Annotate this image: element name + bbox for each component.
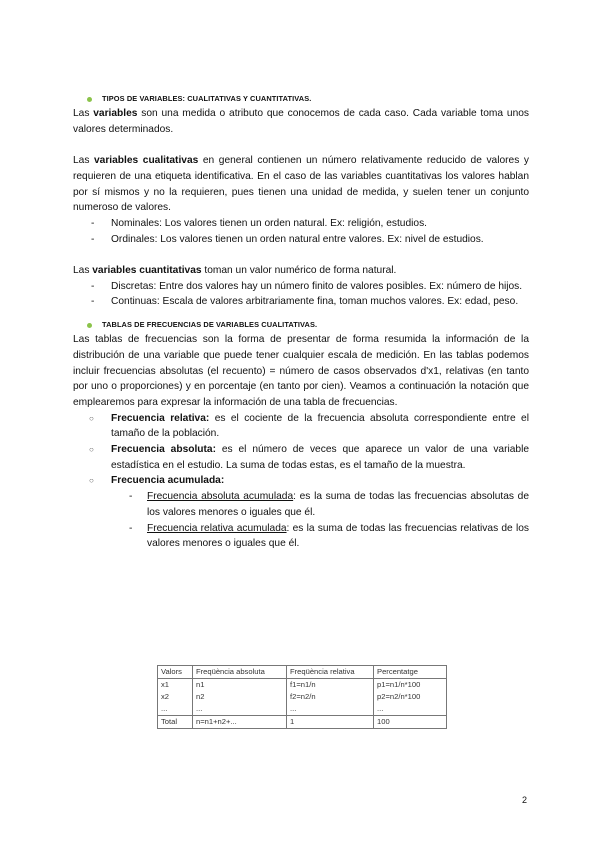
table-cell: n=n1+n2+...	[193, 716, 287, 729]
table-header-cell: Percentatge	[374, 666, 447, 679]
list-item: - Nominales: Los valores tienen un orden natural. Ex: religión, estudios.	[111, 216, 529, 232]
table-row	[158, 691, 447, 703]
section-heading-tablas: TABLAS DE FRECUENCIAS DE VARIABLES CUALITATIVAS.	[73, 318, 529, 332]
table-header-row	[158, 666, 447, 679]
table-cell: x2	[158, 691, 193, 703]
table-row	[158, 679, 447, 692]
table-cell: 100	[374, 716, 447, 729]
circle-bullet-icon: ○	[89, 413, 94, 423]
table-cell: ...	[158, 703, 193, 716]
circle-bullet-icon: ○	[89, 476, 94, 486]
table-total-row	[158, 716, 447, 729]
paragraph-cualitativas: Las variables cualitativas en general contienen un número relativamente reducido de valores y requieren de una etiqueta identificativa. En el caso de las variables cuantitativas los valores hablan por sí mismos y no la requieren, pues tienen una unidad de medida, y suelen tener un conjunto numeroso de valores.	[73, 155, 529, 214]
list-cualitativas	[73, 216, 529, 247]
list-item: - Ordinales: Los valores tienen un orden natural entre valores. Ex: nivel de estudios.	[111, 232, 529, 248]
table-cell: n2	[193, 691, 287, 703]
table-cell: Total	[158, 716, 193, 729]
frequency-table	[157, 665, 447, 729]
table-cell: f1=n1/n	[287, 679, 374, 692]
paragraph-cuantitativas: Las variables cuantitativas toman un valor numérico de forma natural.	[73, 265, 397, 276]
list-frecuencias	[73, 411, 529, 552]
table-header-cell: Valors	[158, 666, 193, 679]
table-cell: f2=n2/n	[287, 691, 374, 703]
table-cell: ...	[374, 703, 447, 716]
document-content	[73, 92, 529, 552]
list-item-frecuencia-acumulada: ○ Frecuencia acumulada: - Frecuencia absoluta acumulada: es la suma de todas las frecuencias absolutas de los valores menores o iguales que él. - Frecuencia relativa acumulada: es la suma de todas las frecuencias relativas de los valores menores o iguales que él.	[111, 473, 529, 552]
table-cell: ...	[287, 703, 374, 716]
list-cuantitativas	[73, 279, 529, 310]
sublist-acumulada	[111, 489, 529, 552]
paragraph-tablas: Las tablas de frecuencias son la forma de presentar de forma resumida la información de la distribución de una variable que puede tener cualquier escala de medición. En las tablas podemos incluir frecuencias absolutas (el recuento) = número de casos observados d'x1, relativas (en tanto por uno o proporciones) y en porcentaje (en tanto por cien). Veamos a continuación la notación que emplearemos para expresar la información de una tabla de frecuencias.	[73, 334, 529, 408]
green-bullet-icon	[87, 97, 92, 102]
table-row	[158, 703, 447, 716]
green-bullet-icon	[87, 323, 92, 328]
list-item: - Frecuencia relativa acumulada: es la suma de todas las frecuencias relativas de los valores menores o iguales que él.	[147, 521, 529, 552]
list-item: - Continuas: Escala de valores arbitrariamente fina, toman muchos valores. Ex: edad, peso.	[111, 294, 529, 310]
table-cell: n1	[193, 679, 287, 692]
paragraph-variables: Las variables son una medida o atributo que conocemos de cada caso. Cada variable toma unos valores determinados.	[73, 108, 529, 135]
table-cell: p1=n1/n*100	[374, 679, 447, 692]
circle-bullet-icon: ○	[89, 445, 94, 455]
list-item: - Frecuencia absoluta acumulada: es la suma de todas las frecuencias absolutas de los valores menores o iguales que él.	[147, 489, 529, 520]
table-cell: 1	[287, 716, 374, 729]
section-heading-tipos: TIPOS DE VARIABLES: CUALITATIVAS Y CUANTITATIVAS.	[73, 92, 529, 106]
table-cell: p2=n2/n*100	[374, 691, 447, 703]
table-cell: x1	[158, 679, 193, 692]
page-number: 2	[522, 795, 528, 805]
table-cell: ...	[193, 703, 287, 716]
list-item: - Discretas: Entre dos valores hay un número finito de valores posibles. Ex: número de hijos.	[111, 279, 529, 295]
list-item-frecuencia-absoluta: ○ Frecuencia absoluta: es el número de veces que aparece un valor de una variable estadística en el estudio. La suma de todas estas, es el tamaño de la muestra.	[89, 444, 530, 471]
table-header-cell: Freqüència relativa	[287, 666, 374, 679]
table-header-cell: Freqüència absoluta	[193, 666, 287, 679]
list-item-frecuencia-relativa: ○ Frecuencia relativa: es el cociente de la frecuencia absoluta correspondiente entre el tamaño de la población.	[89, 412, 529, 440]
